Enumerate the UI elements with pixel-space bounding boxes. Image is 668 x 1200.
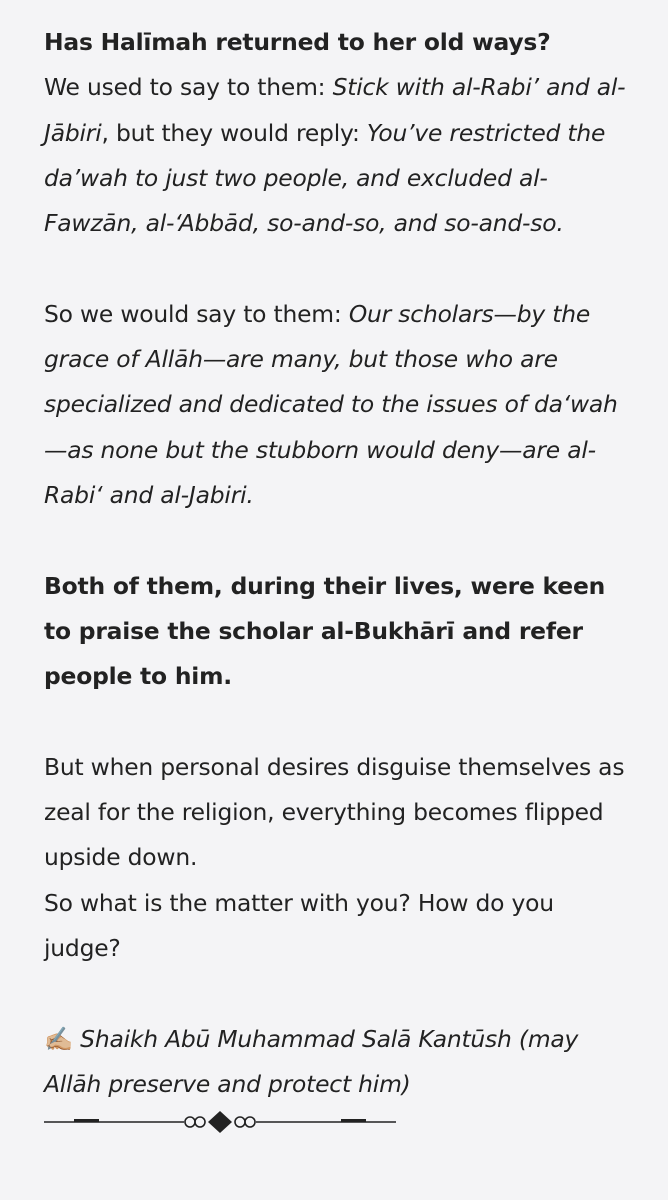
heading-question: Has Halīmah returned to her old ways?: [44, 28, 551, 56]
signature: [44, 1017, 628, 1108]
spacer: [44, 971, 628, 1016]
p1-quote-a: Stick with al-Rabi’ and al-Jābiri: [44, 73, 626, 147]
p2-quote: Our scholars—by the grace of Allāh—are many, but those who are specialized and dedicated to the issues of da‘wah—as none but the stubborn would deny—are al-Rabi‘ and al-Jabiri.: [44, 299, 618, 509]
p1-text-a: We used to say to them:: [44, 73, 333, 102]
p3-text: Both of them, during their lives, were keen to praise the scholar al-Bukhārī and refer people to him.: [44, 571, 606, 691]
p1-quote-b: You’ve restricted the da’wah to just two people, and excluded al-Fawzān, al-‘Abbād, so-and-so, and so-and-so.: [44, 118, 606, 238]
p4-line-2: So what is the matter with you? How do you judge?: [44, 888, 554, 962]
paragraph-2: [44, 292, 628, 518]
p2-text-a: So we would say to them:: [44, 299, 349, 328]
p1-text-b: , but they would reply:: [101, 118, 367, 147]
signature-text: Shaikh Abū Muhammad Salā Kantūsh (may Allāh preserve and protect him): [44, 1024, 579, 1098]
spacer: [44, 699, 628, 744]
paragraph-3-bold: [44, 564, 628, 700]
spacer: [44, 246, 628, 291]
writing-hand-icon: ✍🏼: [44, 1024, 73, 1053]
p4-line-1: But when personal desires disguise themselves as zeal for the religion, everything becomes flipped upside down.: [44, 752, 625, 872]
paragraph-1: [44, 20, 628, 246]
paragraph-4: [44, 745, 628, 971]
ornamental-divider-icon: [44, 1109, 396, 1135]
spacer: [44, 518, 628, 563]
